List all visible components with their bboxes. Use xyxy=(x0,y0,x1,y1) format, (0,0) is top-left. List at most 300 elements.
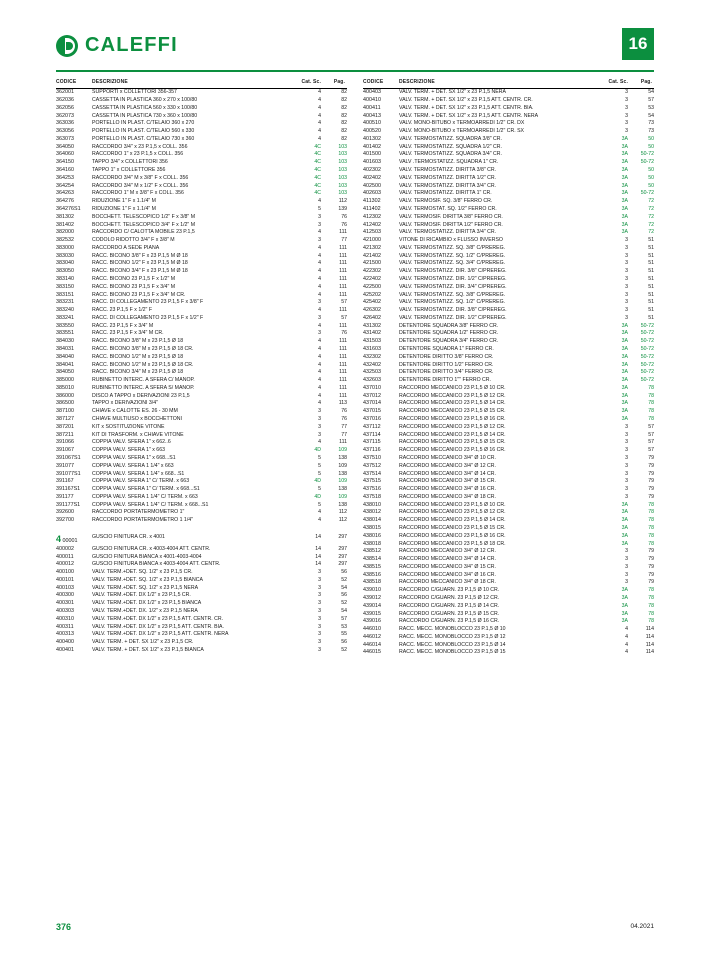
cell-cat: 5 xyxy=(318,470,321,477)
cell-pag: 52 xyxy=(341,576,347,583)
table-row xyxy=(56,439,347,447)
cell-cat: 3A xyxy=(621,143,628,150)
cell-pag: 51 xyxy=(648,283,654,290)
cell-pag: 50-72 xyxy=(640,338,654,345)
cell-cat: 4 xyxy=(318,353,321,360)
cell-pag: 77 xyxy=(341,423,347,430)
cell-description: VALV. MONO-BITUBO x TERMOARREDI 1/2" CR. SX xyxy=(399,128,525,135)
table-row xyxy=(56,198,347,206)
cell-description: VALV .TERMOSTATIZZ. SQUADRA 1" CR. xyxy=(399,159,499,166)
cell-code: 364253 xyxy=(56,174,74,181)
table-row xyxy=(56,229,347,237)
table-row xyxy=(56,517,347,525)
cell-cat: 4D xyxy=(314,447,321,454)
table-row xyxy=(56,631,347,639)
cell-description: RACCORDO MECCANICO 23 P.1,5 Ø 10 CR. xyxy=(399,384,506,391)
cell-code: 383000 xyxy=(56,244,74,251)
table-row xyxy=(56,323,347,331)
cell-description: RUBINETTO INTERC. A SFERA C/ MANOP. xyxy=(92,377,195,384)
cell-description: RACCORDO MECCANICO 3/4" Ø 10 CR. xyxy=(399,454,496,461)
cell-pag: 111 xyxy=(339,275,347,282)
cell-code: 412302 xyxy=(363,213,381,220)
cell-pag: 113 xyxy=(338,400,347,407)
cell-pag: 50-72 xyxy=(640,346,654,353)
cell-description: CASSETTA IN PLASTICA 360 x 270 x 100/80 xyxy=(92,97,198,104)
cell-code: 438018 xyxy=(363,540,381,547)
cell-cat: 3 xyxy=(318,615,321,622)
cell-code: 400411 xyxy=(363,104,381,111)
cell-cat: 4 xyxy=(318,517,321,524)
cell-description: VALV. TERMOSTATIZZ. DIR. 3/8" C/PREREG. xyxy=(399,268,507,275)
cell-code: 400002 xyxy=(56,545,74,552)
cell-code: 385000 xyxy=(56,377,74,384)
cell-cat: 3 xyxy=(318,237,321,244)
cell-cat: 3 xyxy=(625,579,628,586)
cell-code: 401402 xyxy=(363,143,381,150)
table-row xyxy=(56,307,347,315)
cell-pag: 50-72 xyxy=(640,361,654,368)
cell-description: DETENTORE SQUADRA 3/4" FERRO CR. xyxy=(399,338,499,345)
cell-code xyxy=(56,534,92,546)
table-row xyxy=(56,206,347,214)
cell-cat: 3A xyxy=(621,167,628,174)
table-row xyxy=(363,237,654,245)
table-row xyxy=(363,136,654,144)
cell-code: 364060 xyxy=(56,151,74,158)
table-row xyxy=(363,245,654,253)
cell-code: 438012 xyxy=(363,509,381,516)
table-row xyxy=(56,361,347,369)
cell-cat: 3 xyxy=(625,275,628,282)
cell-pag: 78 xyxy=(648,416,654,423)
cell-description: RACCORDO MECCANICO 23 P.1,5 Ø 14 CR. xyxy=(399,400,506,407)
caleffi-logo-icon xyxy=(56,35,78,57)
cell-description: RACCORDO 3/4" x 23 P.1,5 x COLL. 356 xyxy=(92,143,188,150)
cell-code: 391067S1 xyxy=(56,454,81,461)
cell-cat: 3 xyxy=(625,493,628,500)
cell-description: VALV. MONO-BITUBO x TERMOARREDI 1/2" CR. DX xyxy=(399,120,525,127)
cell-code: 439010 xyxy=(363,587,381,594)
cell-pag: 103 xyxy=(338,151,347,158)
cell-code: 402302 xyxy=(363,167,381,174)
cell-description: VALV. TERMOSTATIZZ. SQ. 3/4" C/PREREG. xyxy=(399,260,506,267)
cell-description: DETENTORE DIRITTO 1"" FERRO CR. xyxy=(399,377,491,384)
cell-description: VALV. TERM.+DET. DX 1/2" x 23 P.1,5 ATT. CENTR. CR. xyxy=(92,615,224,622)
cell-pag: 82 xyxy=(341,128,347,135)
cell-cat: 4 xyxy=(318,97,321,104)
cell-description: RACC. MECC. MONOBLOCCO 23 P.1,5 Ø 14 xyxy=(399,641,506,648)
cell-code: 383040 xyxy=(56,260,74,267)
cell-code: 437512 xyxy=(363,462,381,469)
cell-pag: 111 xyxy=(339,338,347,345)
table-row xyxy=(363,128,654,136)
page-number: 376 xyxy=(56,922,72,932)
cell-code: 401500 xyxy=(363,151,381,158)
table-row xyxy=(56,486,347,494)
cell-pag: 50-72 xyxy=(640,190,654,197)
cell-code: 386000 xyxy=(56,392,74,399)
cell-description: VALV. TERMOSTATIZZ. DIRITTA 3/8" CR. xyxy=(399,167,497,174)
cell-description: RACCORDO MECCANICO 3/4" Ø 16 CR. xyxy=(399,486,496,493)
cell-cat: 3 xyxy=(625,307,628,314)
table-row xyxy=(363,214,654,222)
cell-code: 438015 xyxy=(363,524,381,531)
table-row xyxy=(363,354,654,362)
cell-code: 391077 xyxy=(56,462,74,469)
cell-code: 438016 xyxy=(363,532,381,539)
cell-cat: 4 xyxy=(318,338,321,345)
cell-description: RACC. 23 P.1,5 F x 3/4" M xyxy=(92,322,154,329)
cell-cat: 3A xyxy=(621,509,628,516)
cell-pag: 53 xyxy=(648,104,654,111)
cell-cat: 3A xyxy=(621,353,628,360)
cell-pag: 111 xyxy=(339,307,347,314)
cell-cat: 4 xyxy=(318,229,321,236)
cell-code: 437012 xyxy=(363,392,381,399)
cell-cat: 3 xyxy=(318,416,321,423)
table-row xyxy=(56,546,347,554)
cell-pag: 111 xyxy=(339,322,347,329)
table-row xyxy=(363,642,654,650)
table-row xyxy=(56,585,347,593)
table-row xyxy=(56,463,347,471)
cell-code: 437510 xyxy=(363,454,381,461)
cell-description: RACC. BICONO 1/2" M x 23 P.1,5 Ø 18 CR. xyxy=(92,361,194,368)
cell-pag: 112 xyxy=(338,509,347,516)
cell-description: PORTELLO IN PLAST. C/TELAIO 730 x 360 xyxy=(92,135,195,142)
cell-cat: 4 xyxy=(625,649,628,656)
cell-code: 437514 xyxy=(363,470,381,477)
cell-description: RACCORDO MECCANICO 23 P.1,5 Ø 12 CR. xyxy=(399,423,506,430)
cell-pag: 50 xyxy=(648,182,654,189)
table-row xyxy=(363,206,654,214)
cell-code: 381402 xyxy=(56,221,74,228)
table-row xyxy=(363,330,654,338)
cell-cat: 4 xyxy=(318,252,321,259)
cell-code: 364263 xyxy=(56,190,74,197)
cell-cat: 3A xyxy=(621,400,628,407)
cell-pag: 51 xyxy=(648,299,654,306)
cell-cat: 3A xyxy=(621,517,628,524)
cell-description: RACCORDO MECCANICO 3/4" Ø 18 CR. xyxy=(399,579,496,586)
cell-description: VALV. TERM. + DET. SX 1/2" x 23 P.1,5 ATT. CENTR. BIA. xyxy=(399,104,534,111)
cell-cat: 4 xyxy=(318,275,321,282)
cell-cat: 3A xyxy=(621,532,628,539)
cell-pag: 72 xyxy=(648,198,654,205)
cell-cat: 4 xyxy=(318,112,321,119)
cell-code: 364150 xyxy=(56,159,74,166)
cell-code: 439016 xyxy=(363,618,381,625)
cell-description: RACCORDO MECCANICO 23 P.1,5 Ø 12 CR. xyxy=(399,509,506,516)
cell-code: 400100 xyxy=(56,569,74,576)
cell-description: COPPIA VALV. SFERA 1" x 663 xyxy=(92,447,165,454)
cell-description: RACC. BICONO 1/2" F x 23 P.1,5 M Ø 18 xyxy=(92,260,188,267)
cell-pag: 72 xyxy=(648,205,654,212)
cell-pag: 50-72 xyxy=(640,322,654,329)
cell-description: RACC. BICONO 23 P.1,5 F x 3/4" M xyxy=(92,283,176,290)
cell-description: RACCORDO MECCANICO 23 P.1,5 Ø 15 CR. xyxy=(399,524,506,531)
cell-pag: 57 xyxy=(648,423,654,430)
cell-code: 364050 xyxy=(56,143,74,150)
cell-cat: 3 xyxy=(625,237,628,244)
cell-code: 432503 xyxy=(363,369,381,376)
cell-description: VALV. TERMOSTATIZZ. DIRITTA 3/4" CR. xyxy=(399,182,497,189)
cell-description: RACC. BICONO 1/2" M x 23 P.1,5 Ø 18 xyxy=(92,353,184,360)
cell-description: RACCORDO 3/4" M x 1/2" F x COLL. 356 xyxy=(92,182,189,189)
table-row xyxy=(363,400,654,408)
cell-pag: 77 xyxy=(341,237,347,244)
cell-cat: 3 xyxy=(625,439,628,446)
cell-pag: 50-72 xyxy=(640,377,654,384)
cell-code: 432302 xyxy=(363,353,381,360)
cell-description: RIDUZIONE 1" F x 1.1/4" M xyxy=(92,198,156,205)
cell-description: RACC. 23 P.1,5 F x 1/2" F xyxy=(92,307,152,314)
cell-pag: 57 xyxy=(648,447,654,454)
cell-cat: 3 xyxy=(318,584,321,591)
cell-code: 411402 xyxy=(363,205,381,212)
table-row xyxy=(363,540,654,548)
cell-cat: 4C xyxy=(314,167,321,174)
cell-code: 438514 xyxy=(363,556,381,563)
cell-code: 446010 xyxy=(363,626,381,633)
table-row xyxy=(56,182,347,190)
table-row xyxy=(363,105,654,113)
cell-pag: 72 xyxy=(648,213,654,220)
table-row xyxy=(363,572,654,580)
cell-description: VALV. TERM.+DET. DX 1/2" x 23 P.1,5 ATT. CENTR. NERA xyxy=(92,631,229,638)
cell-description: RACCORDO C/ CALOTTA MOBILE 23 P.1,5 xyxy=(92,229,195,236)
cell-pag: 79 xyxy=(648,571,654,578)
cell-cat: 3A xyxy=(621,182,628,189)
table-row xyxy=(363,626,654,634)
cell-description: VALV. TERMOSTATIZZ. SQ. 1/2" C/PREREG. xyxy=(399,252,506,259)
table-row xyxy=(363,253,654,261)
cell-cat: 3A xyxy=(621,361,628,368)
cell-pag: 82 xyxy=(341,112,347,119)
cell-description: DETENTORE DIRITTO 1/2" FERRO CR. xyxy=(399,361,494,368)
cell-description: GUSCIO FINITURA BIANCA x 4003-4004 ATT. CENTR. xyxy=(92,561,221,568)
cell-code: 426302 xyxy=(363,307,381,314)
cell-description: VALV. TERM. + DET. SX 1/2" x 23 P.1,5 ATT. CENTR. NERA xyxy=(399,112,539,119)
cell-pag: 54 xyxy=(341,608,347,615)
cell-pag: 72 xyxy=(648,221,654,228)
cell-pag: 111 xyxy=(339,260,347,267)
header-divider xyxy=(56,70,654,72)
cell-description: VALV. TERMOSTATIZZ. SQUADRA 1/2" CR. xyxy=(399,143,502,150)
cell-pag: 109 xyxy=(338,478,347,485)
cell-description: VALV. TERM.+DET. SQ. 1/2" x 23 P.1,5 CR. xyxy=(92,569,193,576)
cell-cat: 5 xyxy=(318,462,321,469)
cell-description: TAPPO 1" x COLLETTORE 356 xyxy=(92,167,166,174)
cell-pag: 51 xyxy=(648,314,654,321)
table-row xyxy=(363,502,654,510)
cell-code: 391177 xyxy=(56,493,74,500)
table-row xyxy=(363,610,654,618)
cell-pag: 111 xyxy=(339,252,347,259)
cell-cat: 4 xyxy=(318,369,321,376)
cell-description: GUSCIO FINITURA CR. x 4003-4004 ATT. CENTR. xyxy=(92,545,211,552)
cell-description: COPPIA VALV. SFERA 1" x 662..6 xyxy=(92,439,171,446)
cell-description: RACC. BICONO 3/8" F x 23 P.1,5 M Ø 18 xyxy=(92,252,188,259)
cell-description: VALV. TERMOSIF. DIRITTA 1/2" FERRO CR. xyxy=(399,221,503,228)
cell-description: VALV. TERMOSIF. SQ. 3/8" FERRO CR. xyxy=(399,198,493,205)
col-header-cat: Cat. Sc. xyxy=(606,80,628,89)
cell-code: 437115 xyxy=(363,439,381,446)
cell-code: 437015 xyxy=(363,408,381,415)
cell-pag: 76 xyxy=(341,330,347,337)
cell-cat: 3 xyxy=(625,447,628,454)
cell-cat: 3 xyxy=(318,623,321,630)
cell-pag: 111 xyxy=(339,244,347,251)
cell-description: RACCORDO MECCANICO 3/4" Ø 18 CR. xyxy=(399,493,496,500)
cell-description: RACCORDO MECCANICO 23 P.1,5 Ø 14 CR. xyxy=(399,517,506,524)
cell-code: 400313 xyxy=(56,631,74,638)
cell-cat: 3 xyxy=(318,639,321,646)
table-row xyxy=(363,525,654,533)
cell-cat: 3A xyxy=(621,221,628,228)
cell-pag: 57 xyxy=(648,431,654,438)
cell-code: 438014 xyxy=(363,517,381,524)
cell-cat: 4 xyxy=(318,283,321,290)
cell-cat: 4 xyxy=(318,377,321,384)
cell-pag: 77 xyxy=(341,431,347,438)
cell-pag: 56 xyxy=(341,592,347,599)
cell-description: VALV. TERM. + DET. SX 1/2" x 23 P.1,5 ATT. CENTR. CR. xyxy=(399,97,533,104)
table-row xyxy=(363,175,654,183)
cell-description: RACCORDO 1" M x 3/8" F x COLL. 356 xyxy=(92,190,184,197)
cell-cat: 14 xyxy=(315,561,321,568)
table-row xyxy=(56,416,347,424)
cell-cat: 3A xyxy=(621,377,628,384)
cell-code: 421302 xyxy=(363,244,381,251)
cell-description: COPPIA VALV. SFERA 1 1/4" x 668...S1 xyxy=(92,470,185,477)
table-row xyxy=(56,136,347,144)
cell-code: 364160 xyxy=(56,167,74,174)
cell-pag: 50 xyxy=(648,135,654,142)
table-row xyxy=(363,579,654,587)
cell-description: VALV. TERMOSTATIZZ. DIR. 3/8" C/PREREG. xyxy=(399,307,507,314)
cell-code: 400401 xyxy=(56,646,74,653)
table-row xyxy=(363,455,654,463)
cell-pag: 73 xyxy=(648,128,654,135)
table-row xyxy=(363,517,654,525)
cell-code: 391177S1 xyxy=(56,501,81,508)
cell-cat: 3 xyxy=(625,478,628,485)
table-row xyxy=(56,245,347,253)
cell-cat: 3 xyxy=(625,291,628,298)
page-header xyxy=(0,26,710,74)
cell-description: KIT DI TRASFORM. x CHIAVE VITONE xyxy=(92,431,184,438)
cell-description: RACCORDO MECCANICO 3/4" Ø 14 CR. xyxy=(399,470,496,477)
cell-code: 387211 xyxy=(56,431,74,438)
cell-description: VALV. TERM.+DET. DX 1/2" x 23 P.1,5 CR. xyxy=(92,592,191,599)
table-row xyxy=(56,455,347,463)
cell-code: 437116 xyxy=(363,447,381,454)
cell-cat: 5 xyxy=(318,205,321,212)
table-row xyxy=(363,307,654,315)
cell-description: COPPIA VALV. SFERA 1 1/4" x 663 xyxy=(92,462,174,469)
table-row xyxy=(363,509,654,517)
cell-description: RACCORDO MECCANICO 23 P.1,5 Ø 10 CR. xyxy=(399,501,506,508)
cell-description: VALV. TERMOSTATIZZ. SQ. 1/2" C/PREREG. xyxy=(399,299,506,306)
table-row xyxy=(363,431,654,439)
cell-code: 400403 xyxy=(363,89,381,96)
cell-cat: 4 xyxy=(318,346,321,353)
cell-cat: 3 xyxy=(318,569,321,576)
cell-code: 383030 xyxy=(56,252,74,259)
cell-pag: 79 xyxy=(648,462,654,469)
cell-description: RIDUZIONE 1" F x 1.1/4" M xyxy=(92,205,156,212)
cell-pag: 103 xyxy=(338,182,347,189)
cell-code: 382000 xyxy=(56,229,74,236)
cell-code: 400300 xyxy=(56,592,74,599)
cell-pag: 297 xyxy=(338,561,347,568)
cell-description: RACCORDO A SEDE PIANA xyxy=(92,244,160,251)
cell-description: COPPIA VALV. SFERA 1" C/ TERM. x 663 xyxy=(92,478,190,485)
cell-code: 400410 xyxy=(363,97,381,104)
cell-description: VALV. TERM.+DET. DX 1/2" x 23 P.1,5 BIANCA xyxy=(92,600,202,607)
cell-description: PORTELLO IN PLAST. C/TELAIO 360 x 270 xyxy=(92,120,195,127)
document-date: 04.2021 xyxy=(630,923,654,930)
cell-code: 439015 xyxy=(363,610,381,617)
table-header-row xyxy=(56,80,347,89)
cell-pag: 54 xyxy=(648,112,654,119)
cell-cat: 3 xyxy=(625,462,628,469)
cell-code: 383150 xyxy=(56,283,74,290)
cell-cat: 4 xyxy=(318,392,321,399)
cell-cat: 3A xyxy=(621,330,628,337)
cell-cat: 3A xyxy=(621,618,628,625)
cell-pag: 79 xyxy=(648,493,654,500)
cell-pag: 79 xyxy=(648,454,654,461)
table-row xyxy=(56,623,347,631)
table-row xyxy=(56,221,347,229)
table-row xyxy=(56,534,347,546)
table-row xyxy=(363,564,654,572)
cell-code: 383240 xyxy=(56,307,74,314)
cell-cat: 3 xyxy=(318,608,321,615)
cell-code: 446015 xyxy=(363,649,381,656)
cell-code: 400520 xyxy=(363,128,381,135)
cell-code: 421500 xyxy=(363,260,381,267)
cell-code: 400011 xyxy=(56,553,74,560)
cell-description: VALV. TERMOSTATIZZ. DIRITTA 3/4" CR. xyxy=(399,229,497,236)
cell-cat: 3A xyxy=(621,213,628,220)
cell-cat: 3 xyxy=(318,314,321,321)
table-row xyxy=(363,385,654,393)
cell-pag: 111 xyxy=(339,346,347,353)
cell-pag: 51 xyxy=(648,275,654,282)
cell-cat: 3A xyxy=(621,135,628,142)
cell-pag: 111 xyxy=(339,268,347,275)
right-column xyxy=(363,80,654,657)
table-row xyxy=(56,190,347,198)
cell-description: DETENTORE SQUADRA 1/2" FERRO CR. xyxy=(399,330,499,337)
cell-code: 362056 xyxy=(56,104,74,111)
cell-cat: 3A xyxy=(621,151,628,158)
cell-code: 425402 xyxy=(363,299,381,306)
cell-pag: 51 xyxy=(648,252,654,259)
cell-code: 381302 xyxy=(56,213,74,220)
table-row xyxy=(363,618,654,626)
cell-description: VALV. TERMOSTAT. SQ. 1/2" FERRO CR. xyxy=(399,205,497,212)
cell-code: 391167S1 xyxy=(56,486,81,493)
cell-pag: 57 xyxy=(341,299,347,306)
cell-description: RACC. 23 P.1,5 F x 3/4" M CR. xyxy=(92,330,164,337)
cell-pag: 111 xyxy=(339,392,347,399)
cell-pag: 112 xyxy=(338,517,347,524)
cell-cat: 14 xyxy=(315,553,321,560)
